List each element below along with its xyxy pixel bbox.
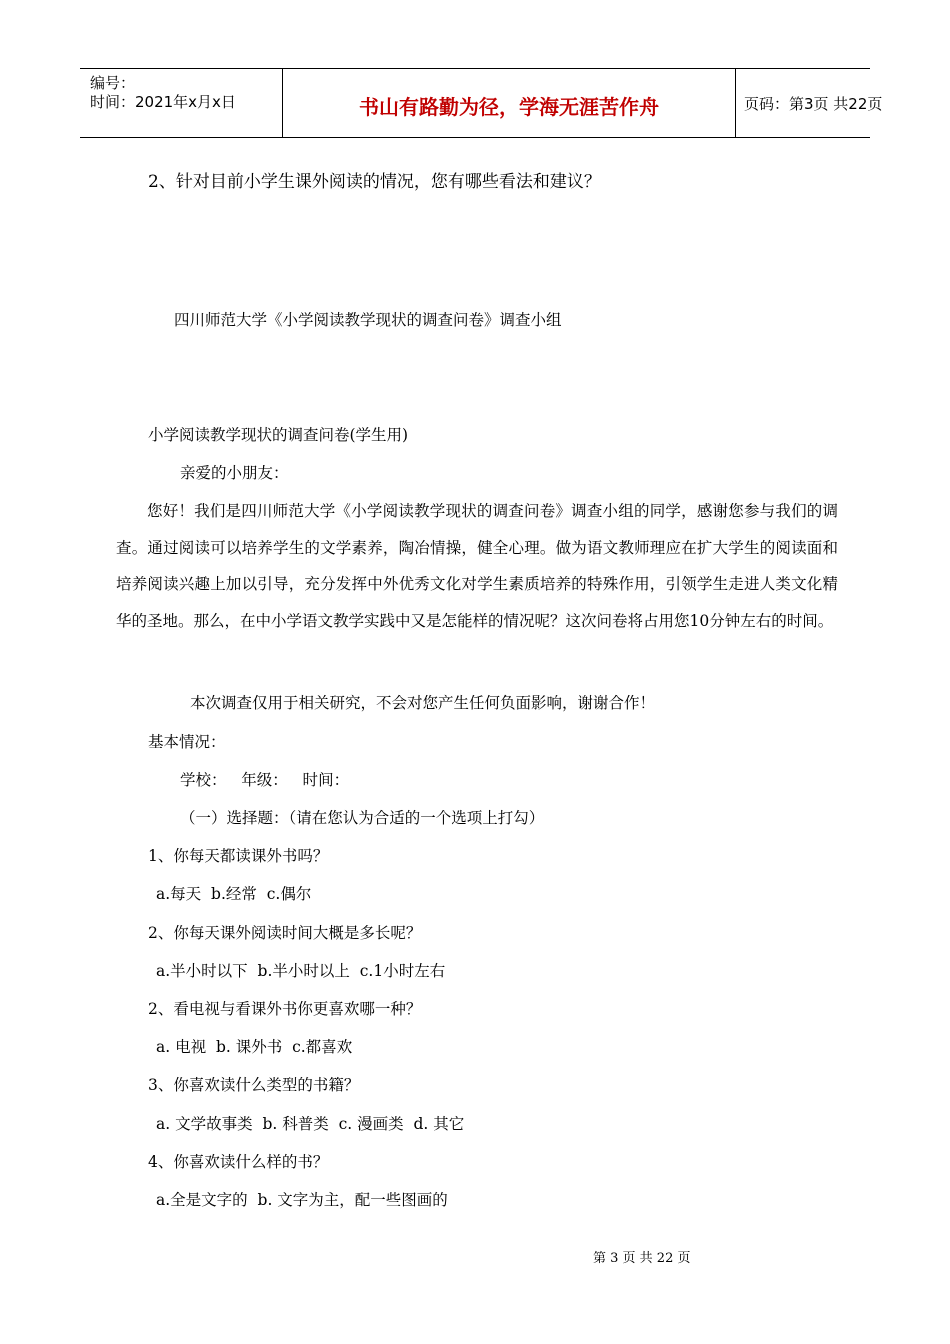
basic-info-fields: 学校： 年级： 时间： [180,771,350,789]
header-meta-cell [80,69,282,137]
question-2-open: 2、针对目前小学生课外阅读的情况，您有哪些看法和建议？ [148,172,601,192]
page-header [80,68,883,138]
document-date-label: 时间：2021年x月x日 [90,93,236,111]
greeting: 亲爱的小朋友： [180,464,289,482]
section-title: （一）选择题：（请在您认为合适的一个选项上打勾） [180,809,545,827]
intro-paragraph: 您好！我们是四川师范大学《小学阅读教学现状的调查问卷》调查小组的同学，感谢您参与我们的调查。通过阅读可以培养学生的文学素养，陶冶情操，健全心理。做为语文教师理应在扩大学生的阅读面和培养阅读兴趣上加以引导，充分发挥中外优秀文化对学生素质培养的特殊作用，引领学生走进人类文化精华的圣地。那么，在中小学语文教学实践中又是怎能样的情况呢？这次问卷将占用您10分钟左右的时间。 [116,502,838,630]
header-motto-cell [282,69,736,137]
question-3-options: a. 电视 b. 课外书 c.都喜欢 [156,1038,353,1056]
question-1-options: a.每天 b.经常 c.偶尔 [156,885,312,903]
document-number-label: 编号： [90,74,136,92]
question-5: 4、你喜欢读什么样的书？ [148,1153,329,1171]
question-4-options: a. 文学故事类 b. 科普类 c. 漫画类 d. 其它 [156,1115,465,1133]
survey-group-name: 四川师范大学《小学阅读教学现状的调查问卷》调查小组 [174,311,562,329]
header-motto: 书山有路勤为径，学海无涯苦作舟 [359,95,659,119]
basic-info-heading: 基本情况： [148,733,226,751]
question-2-options: a.半小时以下 b.半小时以上 c.1小时左右 [156,962,446,980]
question-2: 2、你每天课外阅读时间大概是多长呢？ [148,924,422,942]
survey-title: 小学阅读教学现状的调查问卷(学生用) [148,426,409,444]
question-4: 3、你喜欢读什么类型的书籍？ [148,1076,360,1094]
question-3: 2、看电视与看课外书你更喜欢哪一种？ [148,1000,422,1018]
header-page-cell [734,69,883,137]
page-footer-number: 第 3 页 共 22 页 [593,1251,691,1266]
question-1: 1、你每天都读课外书吗？ [148,847,329,865]
disclaimer: 本次调查仅用于相关研究，不会对您产生任何负面影响，谢谢合作！ [190,694,656,712]
header-page-info: 页码：第3页 共22页 [744,95,883,113]
question-5-options: a.全是文字的 b. 文字为主，配一些图画的 [156,1191,448,1209]
